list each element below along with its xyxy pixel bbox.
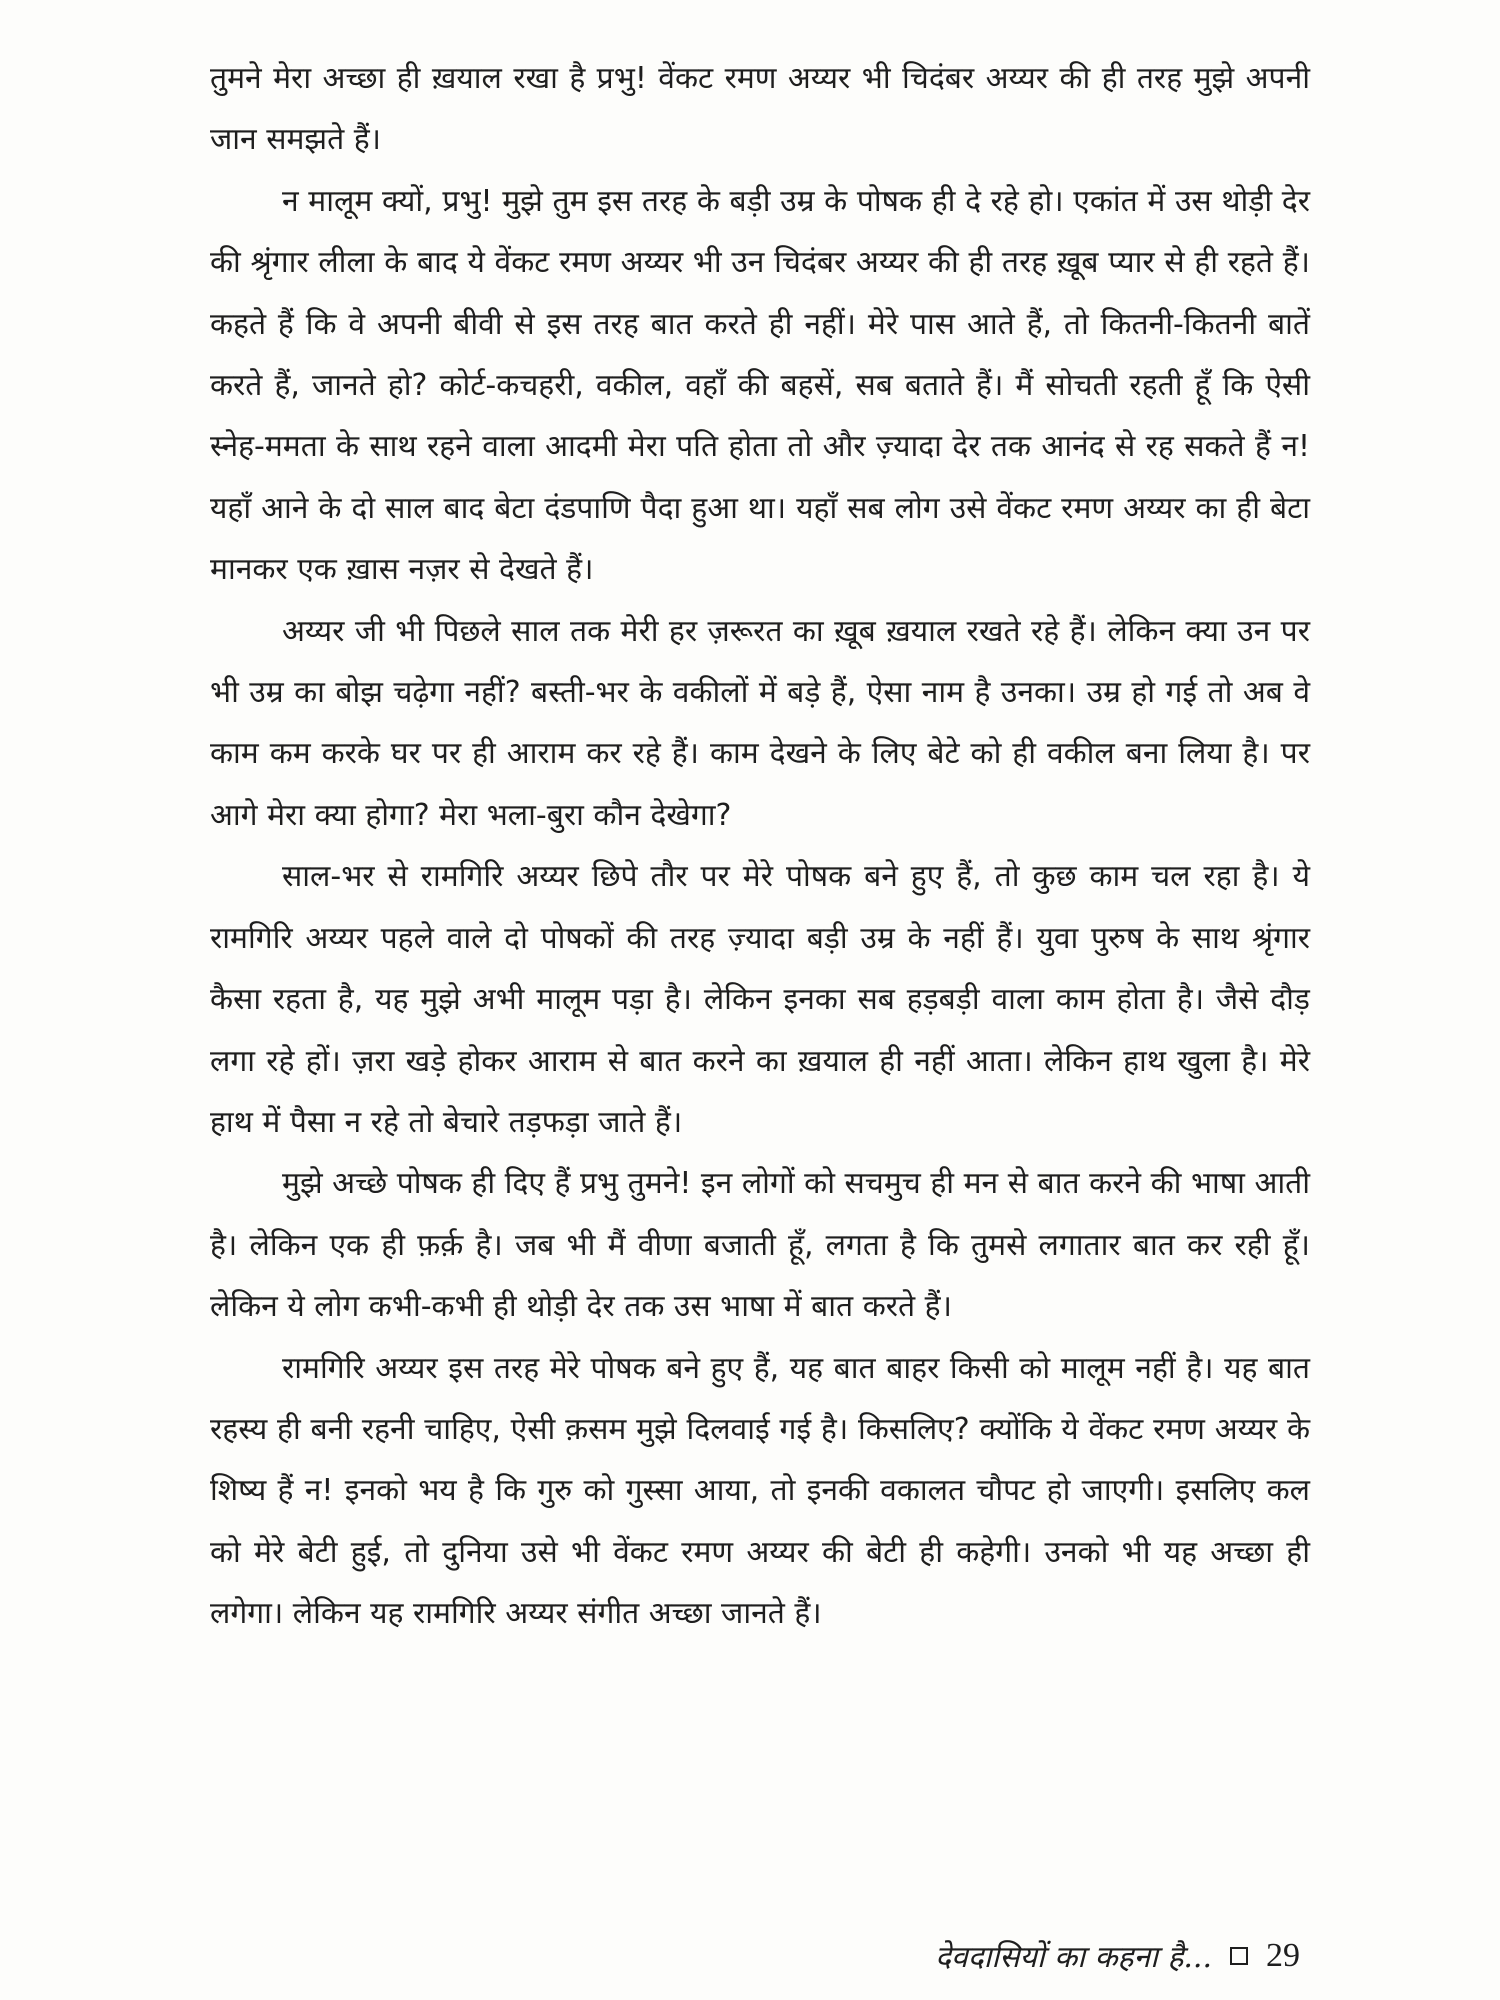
running-footer-title: देवदासियों का कहना है... <box>935 1940 1212 1975</box>
page-footer <box>935 1935 1300 1976</box>
paragraph-1: तुमने मेरा अच्छा ही ख़याल रखा है प्रभु! वेंकट रमण अय्यर भी चिदंबर अय्यर की ही तरह मुझे अपनी जान समझते हैं। <box>210 61 1310 158</box>
paragraph-5: मुझे अच्छे पोषक ही दिए हैं प्रभु तुमने! इन लोगों को सचमुच ही मन से बात करने की भाषा आती है। लेकिन एक ही फ़र्क़ है। जब भी मैं वीणा बजाती हूँ, लगता है कि तुमसे लगातार बात कर रही हूँ। लेकिन ये लोग कभी-कभी ही थोड़ी देर तक उस भाषा में बात करते हैं। <box>210 1166 1310 1325</box>
paragraph-6: रामगिरि अय्यर इस तरह मेरे पोषक बने हुए हैं, यह बात बाहर किसी को मालूम नहीं है। यह बात रहस्य ही बनी रहनी चाहिए, ऐसी क़सम मुझे दिलवाई गई है। किसलिए? क्योंकि ये वेंकट रमण अय्यर के शिष्य हैं न! इनको भय है कि गुरु को गुस्सा आया, तो इनकी वकालत चौपट हो जाएगी। इसलिए कल को मेरे बेटी हुई, तो दुनिया उसे भी वेंकट रमण अय्यर की बेटी ही कहेगी। उनको भी यह अच्छा ही लगेगा। लेकिन यह रामगिरि अय्यर संगीत अच्छा जानते हैं। <box>210 1350 1310 1632</box>
square-box-icon <box>1230 1947 1248 1965</box>
paragraph-3: अय्यर जी भी पिछले साल तक मेरी हर ज़रूरत का ख़ूब ख़याल रखते रहे हैं। लेकिन क्या उन पर भी उम्र का बोझ चढ़ेगा नहीं? बस्ती-भर के वकीलों में बड़े हैं, ऐसा नाम है उनका। उम्र हो गई तो अब वे काम कम करके घर पर ही आराम कर रहे हैं। काम देखने के लिए बेटे को ही वकील बना लिया है। पर आगे मेरा क्या होगा? मेरा भला-बुरा कौन देखेगा? <box>210 613 1310 833</box>
paragraph-2: न मालूम क्यों, प्रभु! मुझे तुम इस तरह के बड़ी उम्र के पोषक ही दे रहे हो। एकांत में उस थोड़ी देर की श्रृंगार लीला के बाद ये वेंकट रमण अय्यर भी उन चिदंबर अय्यर की ही तरह ख़ूब प्यार से ही रहते हैं। कहते हैं कि वे अपनी बीवी से इस तरह बात करते ही नहीं। मेरे पास आते हैं, तो कितनी-कितनी बातें करते हैं, जानते हो? कोर्ट-कचहरी, वकील, वहाँ की बहसें, सब बताते हैं। मैं सोचती रहती हूँ कि ऐसी स्नेह-ममता के साथ रहने वाला आदमी मेरा पति होता तो और ज़्यादा देर तक आनंद से रह सकते हैं न! यहाँ आने के दो साल बाद बेटा दंडपाणि पैदा हुआ था। यहाँ सब लोग उसे वेंकट रमण अय्यर का ही बेटा मानकर एक ख़ास नज़र से देखते हैं। <box>210 183 1310 588</box>
body-text <box>210 48 1310 1645</box>
paragraph-4: साल-भर से रामगिरि अय्यर छिपे तौर पर मेरे पोषक बने हुए हैं, तो कुछ काम चल रहा है। ये रामगिरि अय्यर पहले वाले दो पोषकों की तरह ज़्यादा बड़ी उम्र के नहीं हैं। युवा पुरुष के साथ श्रृंगार कैसा रहता है, यह मुझे अभी मालूम पड़ा है। लेकिन इनका सब हड़बड़ी वाला काम होता है। जैसे दौड़ लगा रहे हों। ज़रा खड़े होकर आराम से बात करने का ख़याल ही नहीं आता। लेकिन हाथ खुला है। मेरे हाथ में पैसा न रहे तो बेचारे तड़फड़ा जाते हैं। <box>210 859 1310 1140</box>
page-number: 29 <box>1266 1936 1300 1974</box>
